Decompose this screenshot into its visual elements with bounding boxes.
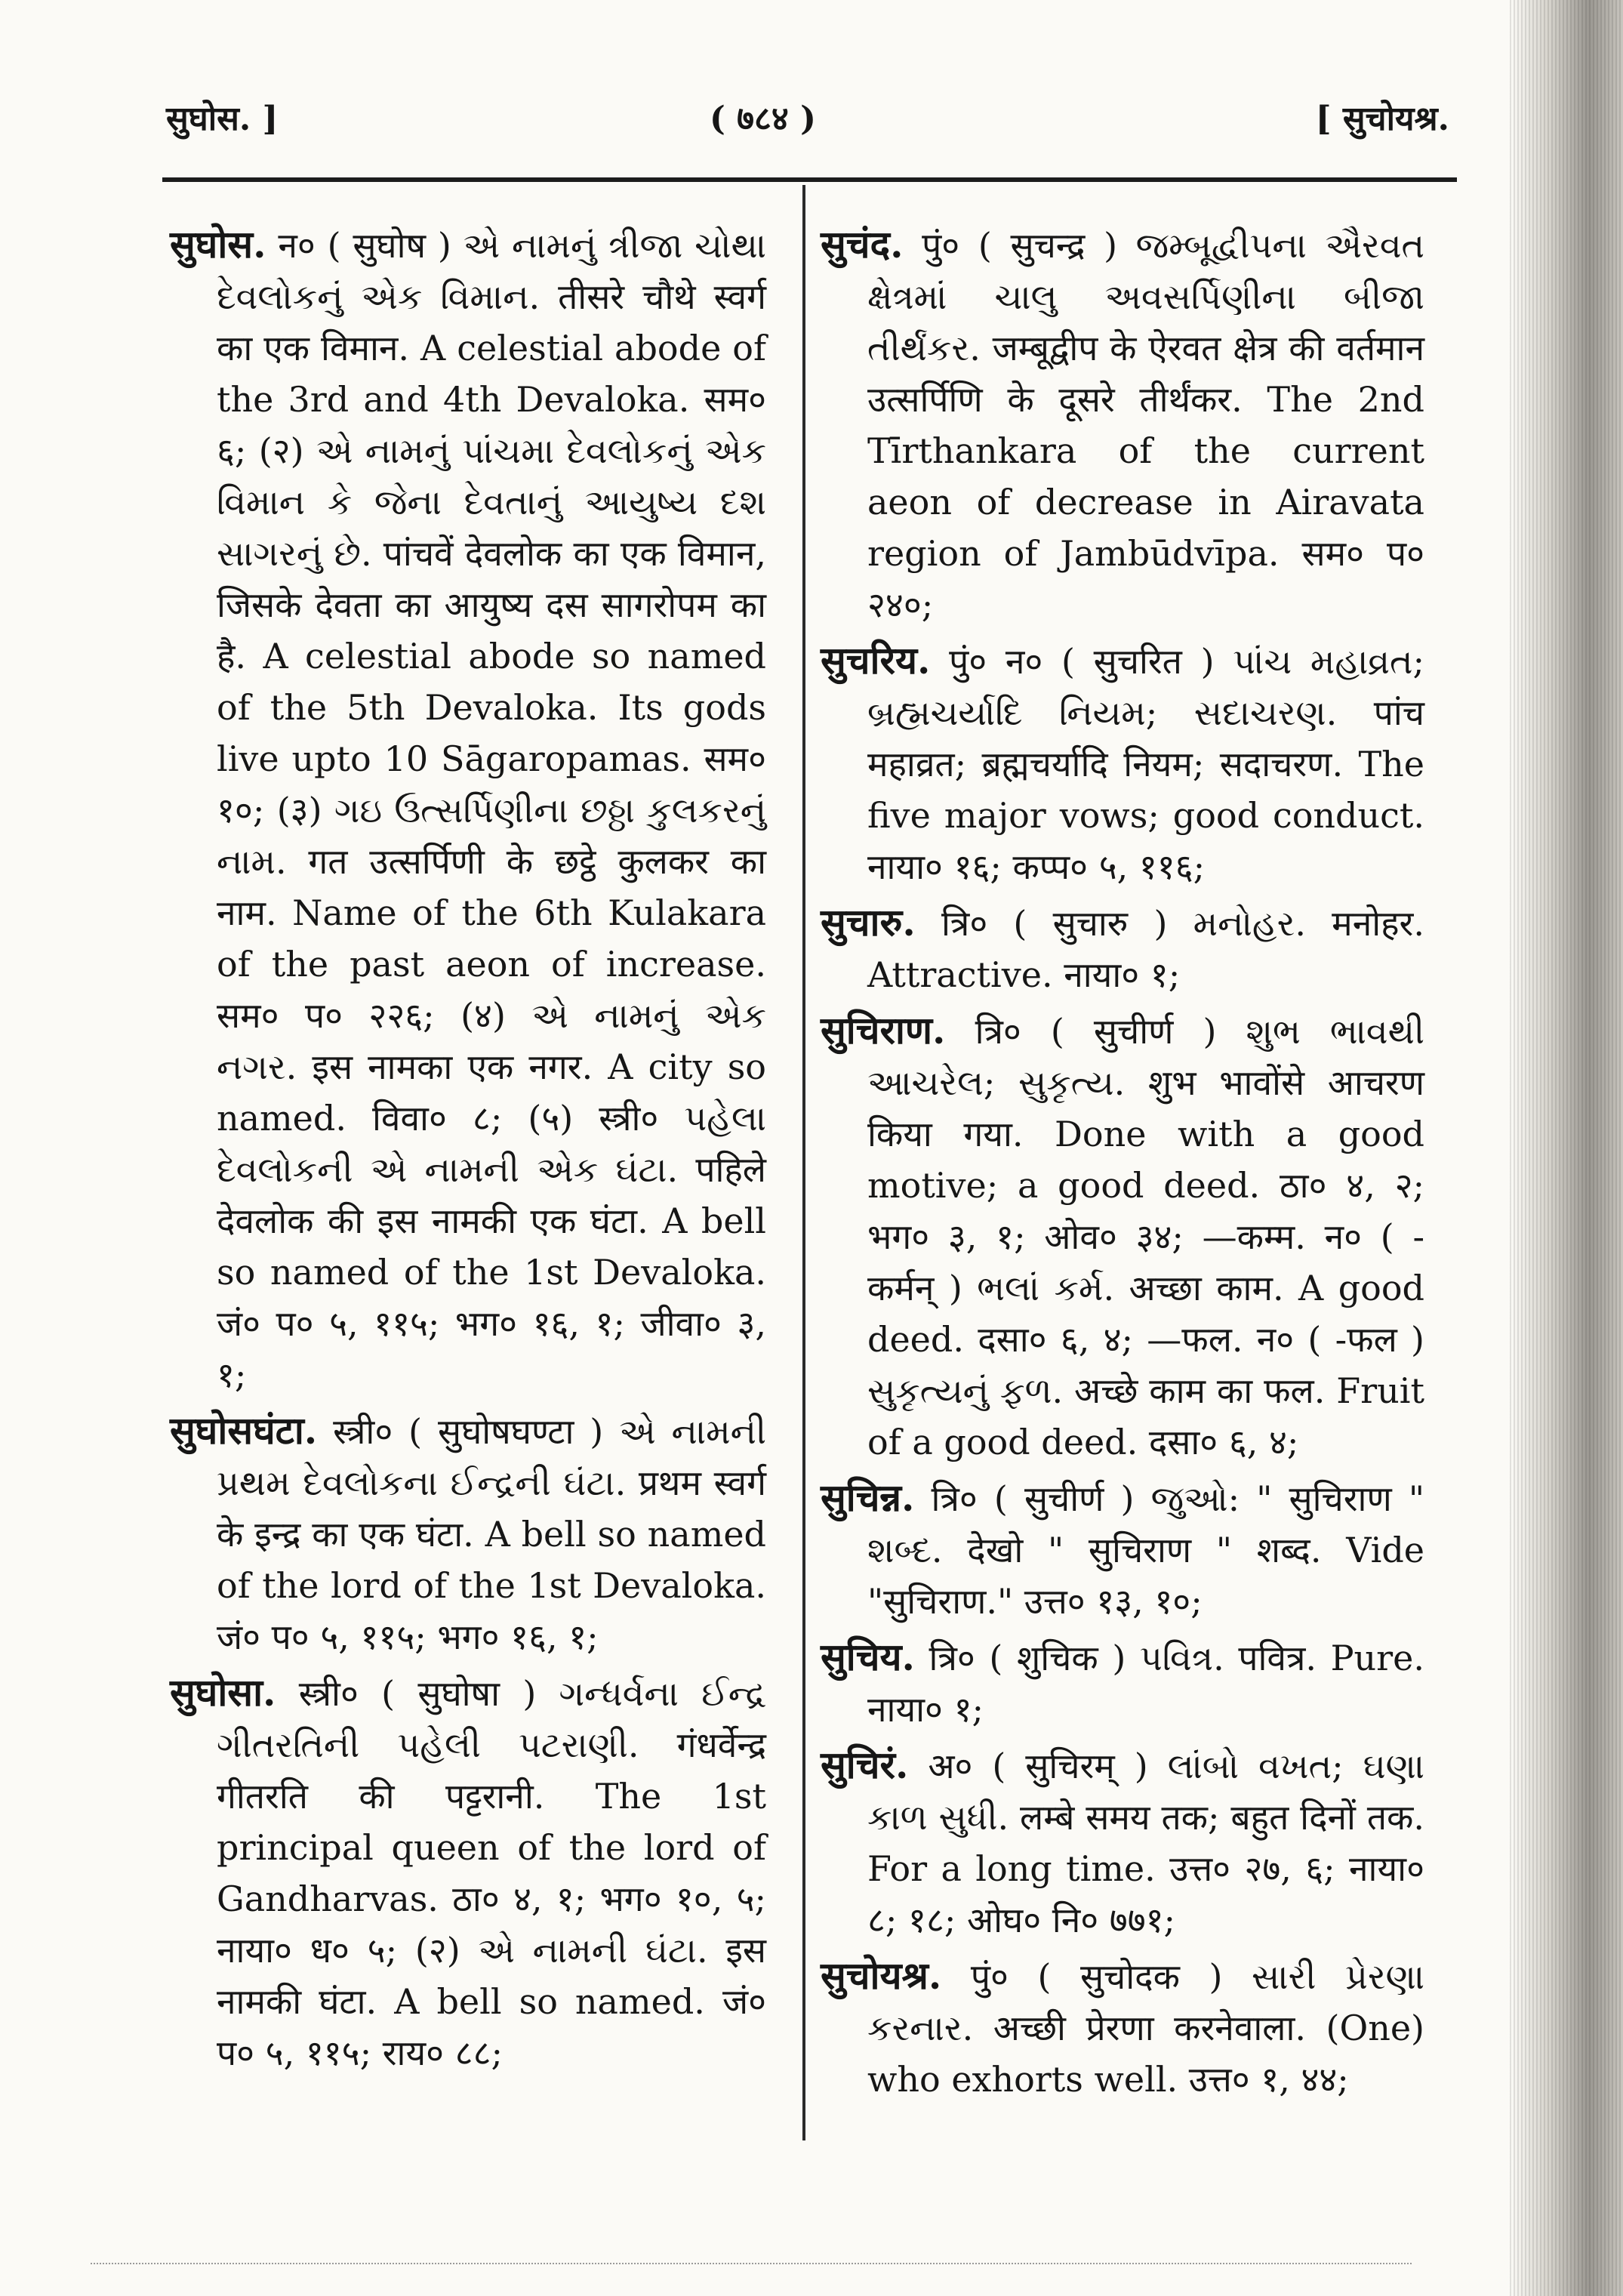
dictionary-entry <box>821 1740 1424 1946</box>
entry-headword: सुघोसा. <box>170 1670 276 1715</box>
dictionary-entry <box>821 1632 1424 1735</box>
dictionary-entry <box>170 219 766 1401</box>
bottom-scan-mark <box>91 2263 1412 2266</box>
page-header <box>166 79 1449 147</box>
header-right-guideword: [ सुचोयश्र. <box>1315 100 1449 138</box>
dictionary-entry <box>821 1950 1424 2105</box>
header-rule <box>162 177 1457 182</box>
entry-body: पुं० ( सुचोदक ) સારી પ્રેરણા કરનાર. अच्छी प्रेरणा करनेवाला. (One) who exhorts well. उत्त० १, ४४; <box>867 1956 1424 2100</box>
entry-body: अ० ( सुचिरम् ) લાંબો વખત; ઘણા કાળ સુધી. लम्बे समय तक; बहुत दिनों तक. For a long time. उत्त० २७, ६; नाया० ८; १८; ओघ० नि० ७७१; <box>867 1746 1424 1940</box>
entry-body: न० ( सुघोष ) એ નામનું ત્રીજા ચોથા દેવલોકનું એક વિમાન. तीसरे चौथे स्वर्ग का एक विमान. A celestial abode of the 3rd and 4th Devaloka. सम० ६; (२) એ નામનું પાંચમા દેવલોકનું એક વિમાન કે જેના દેવતાનું આયુષ્ય દશ સાગરનું છે. पांचवें देवलोक का एक विमान, जिसके देवता का आयुष्य दस सागरोपम का है. A celestial abode so named of the 5th Devaloka. Its gods live upto 10 Sāgaropamas. सम० १०; (३) ગઇ ઉત્સર્પિણીના છઠ્ઠા કુલકરનું નામ. गत उत्सर्पिणी के छट्ठे कुलकर का नाम. Name of the 6th Kulakara of the past aeon of increase. सम० प० २२६; (४) એ નામનું એક નગર. इस नामका एक नगर. A city so named. विवा० ८; (५) स्त्री० પહેલા દેવલોકની એ નામની એક ઘંટા. पहिले देवलोक की इस नामकी एक घंटा. A bell so named of the 1st Devaloka. जं० प० ५, ११५; भग० १६, १; जीवा० ३, १; <box>217 225 767 1395</box>
entry-headword: सुचंद. <box>821 222 904 267</box>
entry-headword: सुचिराण. <box>821 1008 946 1052</box>
entry-body: स्त्री० ( सुघोषा ) ગન્ધર્વના ઈન્દ્ર ગીતરતિની પહેલી પટરાણી. गंधर्वेन्द्र गीतरति की पट्टरानी. The 1st principal queen of the lord of Gandharvas. ठा० ४, १; भग० १०, ५; नाया० ध० ५; (२) એ નામની ઘંટા. इस नामकी घंटा. A bell so named. जं० प० ५, ११५; राय० ८८; <box>217 1673 766 2073</box>
entry-headword: सुचिय. <box>821 1635 915 1679</box>
dictionary-entry <box>821 897 1424 1000</box>
entry-body: त्रि० ( सुचारु ) મનોહર. मनोहर. Attractive. नाया० १; <box>867 903 1424 995</box>
entry-body: त्रि० ( शुचिक ) પવિત્ર. पवित्र. Pure. नाया० १; <box>867 1638 1424 1730</box>
right-column <box>821 219 1424 2110</box>
entry-headword: सुचरिय. <box>821 638 931 683</box>
entry-headword: सुचिरं. <box>821 1743 909 1787</box>
entry-body: स्त्री० ( सुघोषघण्टा ) એ નામની પ્રથમ દેવલોકના ઈન્દ્રની ઘંટા. प्रथम स्वर्ग के इन्द्र का एक घंटा. A bell so named of the lord of the 1st Devaloka. जं० प० ५, ११५; भग० १६, १; <box>217 1411 766 1657</box>
left-column <box>170 219 766 2083</box>
entry-headword: सुघोसघंटा. <box>170 1408 318 1453</box>
dictionary-entry <box>170 1405 766 1663</box>
dictionary-entry <box>821 219 1424 630</box>
header-left-guideword: सुघोस. ] <box>166 100 279 138</box>
dictionary-entry <box>821 635 1424 892</box>
entry-body: पुं० न० ( सुचरित ) પાંચ મહાવ્રત; બ્રહ્મચર્યાદિ નિયમ; સદાચરણ. पांच महाव्रत; ब्रह्मचर्यादि नियम; सदाचरण. The five major vows; good conduct. नाया० १६; कप्प० ५, ११६; <box>867 641 1424 887</box>
entry-body: त्रि० ( सुचीर्ण ) જુઓ: " सुचिराण " શબ્દ. देखो " सुचिराण " शब्द. Vide "सुचिराण." उत्त० १३, १०; <box>867 1478 1425 1622</box>
page-edge-shadow <box>1510 0 1623 2296</box>
page-number: ( ७८४ ) <box>710 100 816 138</box>
column-divider <box>802 185 805 2140</box>
entry-headword: सुघोस. <box>170 222 266 267</box>
entry-body: त्रि० ( सुचीर्ण ) શુભ ભાવથી આચરેલ; સુકૃત્ય. शुभ भावोंसे आचरण किया गया. Done with a good motive; a good deed. ठा० ४, २; भग० ३, १; ओव० ३४; —कम्म. न० ( -कर्मन् ) ભલાં કર્મ. अच्छा काम. A good deed. दसा० ६, ४; —फल. न० ( -फल ) સુકૃત્યનું ફળ. अच्छे काम का फल. Fruit of a good deed. दसा० ६, ४; <box>867 1011 1425 1462</box>
entry-body: पुं० ( सुचन्द्र ) જમ્બૂદ્વીપના ઐરવત ક્ષેત્રમાં ચાલુ અવસર્પિણીના બીજા તીર્થંકર. जम्बूद्वीप के ऐरवत क्षेत्र की वर्तमान उत्सर्पिणि के दूसरे तीर्थंकर. The 2nd Tīrthankara of the current aeon of decrease in Airavata region of Jambūdvīpa. सम० प० २४०; <box>867 225 1424 625</box>
dictionary-entry <box>821 1005 1424 1468</box>
dictionary-entry <box>821 1472 1424 1627</box>
dictionary-entry <box>170 1667 766 2079</box>
entry-headword: सुचोयश्र. <box>821 1953 942 1998</box>
entry-headword: सुचिन्न. <box>821 1475 915 1520</box>
entry-headword: सुचारु. <box>821 900 916 945</box>
